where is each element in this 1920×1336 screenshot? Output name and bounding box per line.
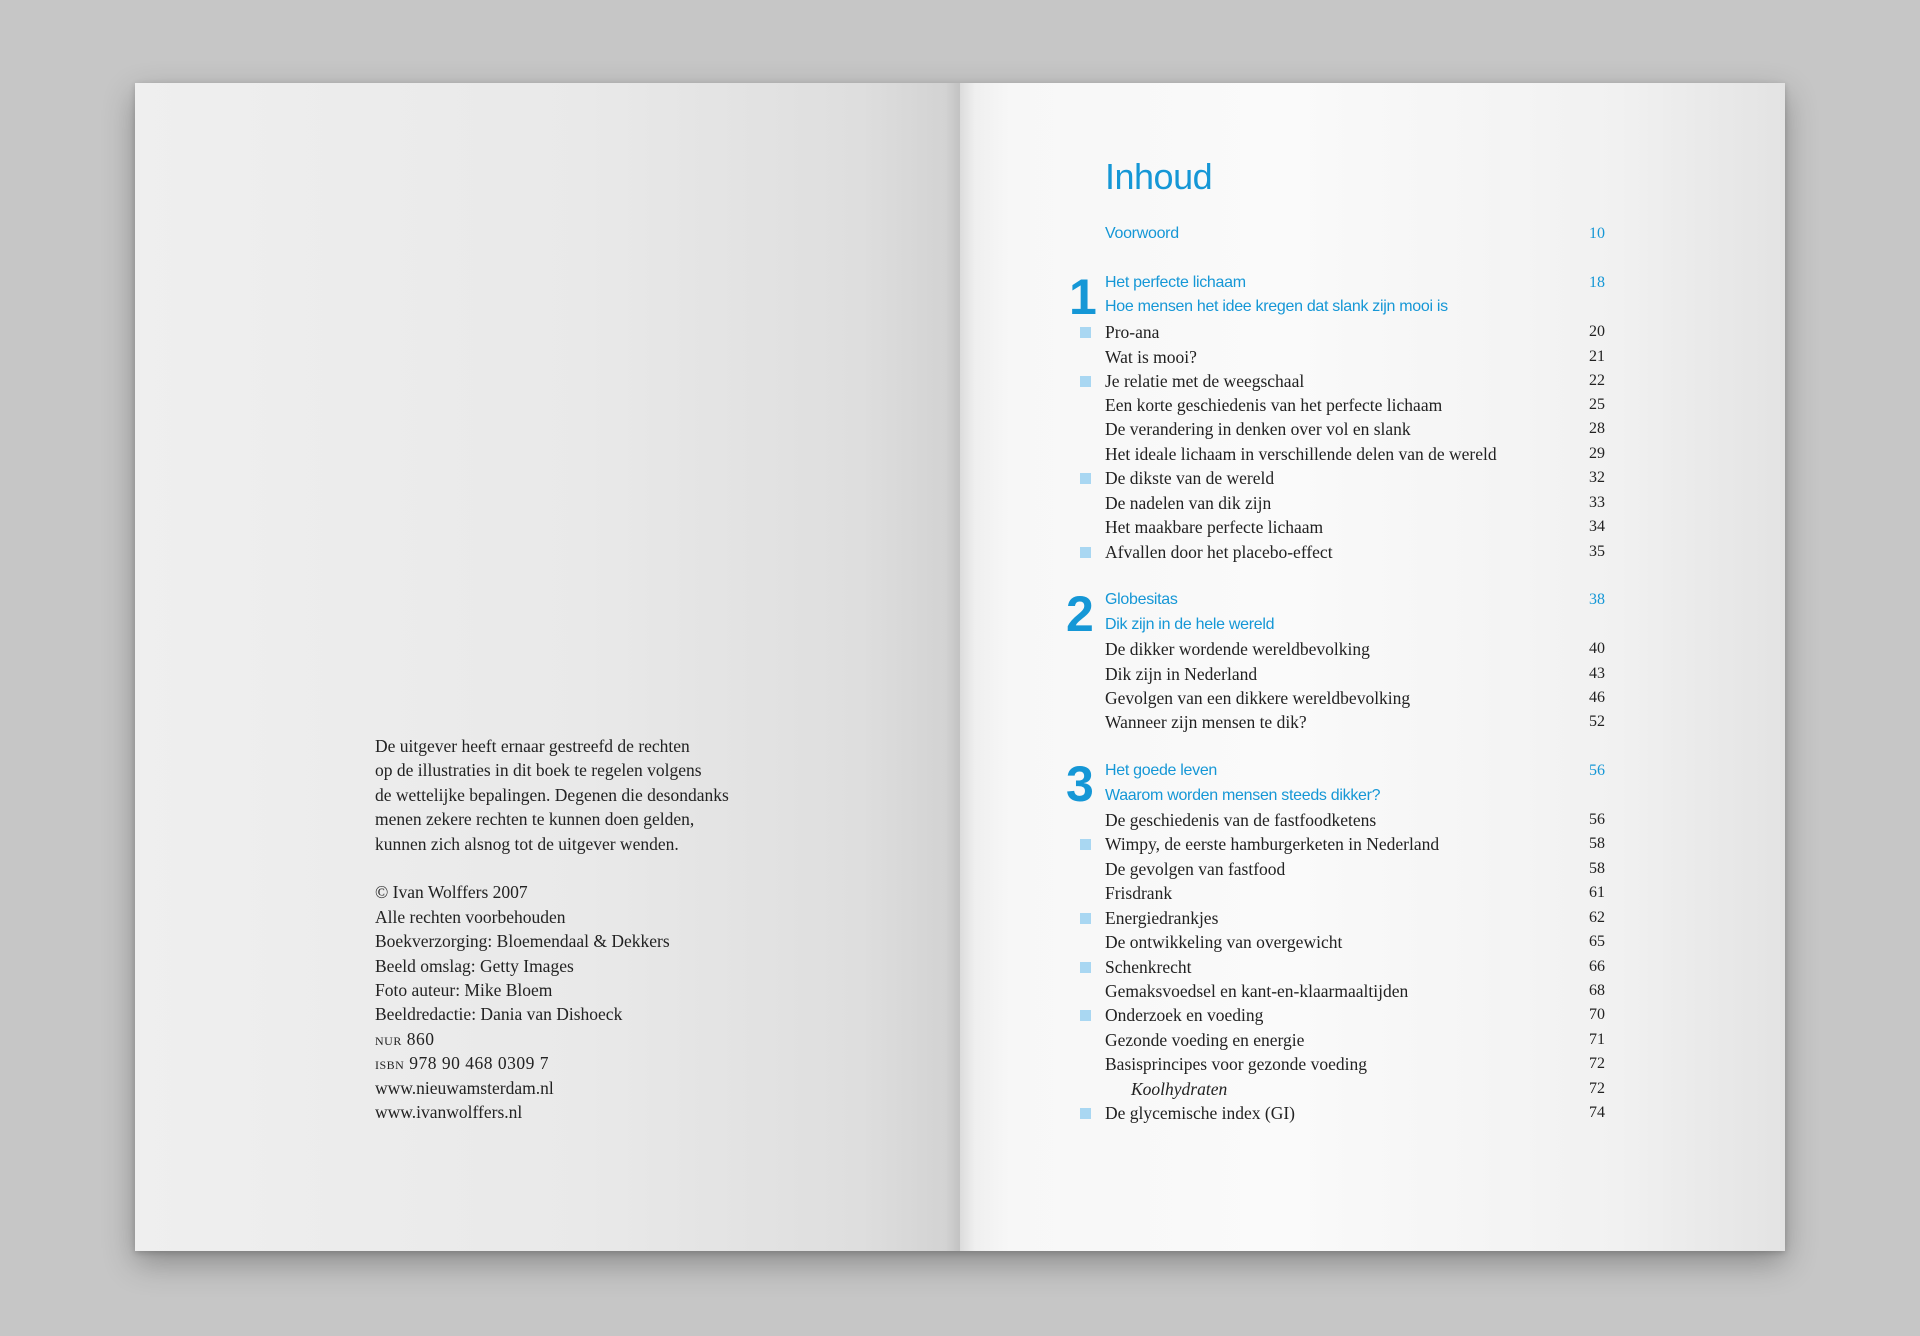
chapter-title-row — [1105, 588, 1605, 612]
marker-square — [1080, 473, 1091, 484]
toc-entry — [1105, 442, 1605, 466]
toc-entry — [1105, 808, 1605, 832]
chapter-title-row — [1105, 759, 1605, 783]
toc-entry-page: 72 — [1589, 1055, 1605, 1072]
toc-entry-title: Wanneer zijn mensen te dik? — [1105, 712, 1307, 732]
toc-entry-page: 52 — [1589, 713, 1605, 730]
toc-entry — [1105, 1028, 1605, 1052]
toc-entry — [1105, 1003, 1605, 1027]
toc-entry-title: De nadelen van dik zijn — [1105, 493, 1272, 513]
toc-entry — [1105, 979, 1605, 1003]
toc-entry — [1105, 540, 1605, 564]
chapter-page: 56 — [1589, 762, 1605, 779]
publisher-url: www.nieuwamsterdam.nl — [375, 1077, 554, 1098]
toc-entry-page: 35 — [1589, 543, 1605, 560]
marker-square — [1080, 839, 1091, 850]
toc-entry-title: De dikste van de wereld — [1105, 468, 1275, 488]
toc-entry — [1105, 955, 1605, 979]
toc-entry-page: 72 — [1589, 1080, 1605, 1097]
chapter-title: Het perfecte lichaam — [1105, 274, 1246, 291]
chapter-subtitle-row — [1105, 613, 1605, 637]
chapter-page: 18 — [1589, 274, 1605, 291]
toc-entry — [1105, 466, 1605, 490]
colophon-line: kunnen zich alsnog tot de uitgever wenden. — [375, 833, 679, 854]
toc-entry-title: Een korte geschiedenis van het perfecte lichaam — [1105, 395, 1443, 415]
toc-entry-page: 68 — [1589, 982, 1605, 999]
toc-entry — [1105, 710, 1605, 734]
toc-entry — [1105, 345, 1605, 369]
toc-entry-title: Onderzoek en voeding — [1105, 1005, 1264, 1025]
toc-entry-title: Wimpy, de eerste hamburgerketen in Nederland — [1105, 834, 1440, 854]
toc-entry-page: 56 — [1589, 811, 1605, 828]
chapter-page: 38 — [1589, 591, 1605, 608]
toc-entry-title: Gemaksvoedsel en kant-en-klaarmaaltijden — [1105, 981, 1409, 1001]
toc-entry-page: 25 — [1589, 396, 1605, 413]
toc-entry-title: Basisprincipes voor gezonde voeding — [1105, 1054, 1367, 1074]
toc-entry-title: Gezonde voeding en energie — [1105, 1030, 1305, 1050]
toc-entry-page: 46 — [1589, 689, 1605, 706]
toc-entry — [1105, 491, 1605, 515]
toc-entry-page: 33 — [1589, 494, 1605, 511]
copyright: © Ivan Wolffers 2007 — [375, 882, 528, 903]
chapter-subtitle-row — [1105, 295, 1605, 319]
toc-entry — [1105, 881, 1605, 905]
toc-entry-title: Voorwoord — [1105, 225, 1179, 242]
toc-entry-page: 43 — [1589, 665, 1605, 682]
toc-entry — [1105, 906, 1605, 930]
toc-entry — [1105, 832, 1605, 856]
toc-entry-title: Schenkrecht — [1105, 957, 1192, 977]
toc-entry-page: 21 — [1589, 348, 1605, 365]
colophon-line: de wettelijke bepalingen. Degenen die desondanks — [375, 784, 729, 805]
chapter-title: Het goede leven — [1105, 762, 1218, 779]
toc-entry-title: Dik zijn in Nederland — [1105, 664, 1258, 684]
toc-entry — [1105, 1052, 1605, 1076]
toc-entry-title: Het ideale lichaam in verschillende delen van de wereld — [1105, 444, 1497, 464]
toc-entry-title: Het maakbare perfecte lichaam — [1105, 517, 1324, 537]
toc-entry-page: 66 — [1589, 958, 1605, 975]
chapter-subtitle-row — [1105, 784, 1605, 808]
toc-entry-title: De gevolgen van fastfood — [1105, 859, 1286, 879]
chapter-number: 3 — [1066, 756, 1093, 812]
toc-voorwoord — [1105, 222, 1605, 246]
chapter-subtitle: Hoe mensen het idee kregen dat slank zijn mooi is — [1105, 298, 1448, 315]
toc-entry-title: Afvallen door het placebo-effect — [1105, 542, 1333, 562]
toc-entry-page: 58 — [1589, 835, 1605, 852]
toc-entry — [1105, 1101, 1605, 1125]
toc-entry-page: 70 — [1589, 1006, 1605, 1023]
toc-entry-page: 22 — [1589, 372, 1605, 389]
cover-image-credit: Beeld omslag: Getty Images — [375, 955, 574, 976]
toc-entry-page: 29 — [1589, 445, 1605, 462]
toc-entry-page: 62 — [1589, 909, 1605, 926]
marker-square — [1080, 1010, 1091, 1021]
toc-entry-title: Energiedrankjes — [1105, 908, 1219, 928]
toc-entry-title: De dikker wordende wereldbevolking — [1105, 639, 1370, 659]
marker-square — [1080, 1108, 1091, 1119]
toc-entry-title: Je relatie met de weegschaal — [1105, 371, 1305, 391]
colophon-line: op de illustraties in dit boek te regelen volgens — [375, 760, 702, 781]
nur-code: nur 860 — [375, 1028, 435, 1049]
toc-entry — [1105, 393, 1605, 417]
toc-entry — [1105, 662, 1605, 686]
author-url: www.ivanwolffers.nl — [375, 1102, 523, 1123]
colophon — [375, 734, 895, 1124]
toc-entry — [1105, 369, 1605, 393]
toc-entry — [1105, 857, 1605, 881]
toc-entry-page: 34 — [1589, 518, 1605, 535]
toc-entry — [1105, 320, 1605, 344]
chapter-number: 2 — [1066, 586, 1093, 642]
toc-entry-title: De glycemische index (GI) — [1105, 1103, 1295, 1123]
toc-entry-title: Frisdrank — [1105, 883, 1173, 903]
toc-entry-title: De verandering in denken over vol en slank — [1105, 419, 1411, 439]
toc-entry — [1105, 515, 1605, 539]
toc-title: Inhoud — [1105, 156, 1213, 197]
toc-entry — [1105, 930, 1605, 954]
book-design-credit: Boekverzorging: Bloemendaal & Dekkers — [375, 931, 670, 952]
toc-entry-page: 28 — [1589, 420, 1605, 437]
marker-square — [1080, 913, 1091, 924]
toc-entry-title: Gevolgen van een dikkere wereldbevolking — [1105, 688, 1411, 708]
toc-entry-page: 74 — [1589, 1104, 1605, 1121]
toc-entry-title: Wat is mooi? — [1105, 347, 1197, 367]
colophon-line: menen zekere rechten te kunnen doen gelden, — [375, 809, 695, 830]
author-photo-credit: Foto auteur: Mike Bloem — [375, 980, 553, 1001]
toc-subentry — [1105, 1077, 1605, 1101]
marker-square — [1080, 547, 1091, 558]
toc-entry — [1105, 637, 1605, 661]
toc-entry-page: 40 — [1589, 640, 1605, 657]
chapter-title: Globesitas — [1105, 591, 1178, 608]
marker-square — [1080, 962, 1091, 973]
toc-entry-title: De ontwikkeling van overgewicht — [1105, 932, 1343, 952]
toc-entry-title: De geschiedenis van de fastfoodketens — [1105, 810, 1377, 830]
toc-entry-page: 71 — [1589, 1031, 1605, 1048]
colophon-line: De uitgever heeft ernaar gestreefd de rechten — [375, 736, 690, 756]
marker-square — [1080, 327, 1091, 338]
chapter-title-row — [1105, 271, 1605, 295]
isbn: isbn 978 90 468 0309 7 — [375, 1053, 549, 1074]
image-editor-credit: Beeldredactie: Dania van Dishoeck — [375, 1004, 623, 1025]
toc-entry-title: Pro-ana — [1105, 322, 1160, 342]
toc-entry-page: 61 — [1589, 884, 1605, 901]
toc-entry-page: 32 — [1589, 469, 1605, 486]
toc-entry — [1105, 686, 1605, 710]
toc-entry-page: 58 — [1589, 860, 1605, 877]
chapter-subtitle: Waarom worden mensen steeds dikker? — [1105, 787, 1381, 804]
left-page — [135, 83, 960, 1251]
rights-reserved: Alle rechten voorbehouden — [375, 906, 566, 927]
chapter-number: 1 — [1069, 269, 1096, 325]
toc-entry-page: 20 — [1589, 323, 1605, 340]
toc-entry-page: 10 — [1589, 225, 1605, 242]
marker-square — [1080, 376, 1091, 387]
chapter-subtitle: Dik zijn in de hele wereld — [1105, 616, 1275, 633]
toc-entry-page: 65 — [1589, 933, 1605, 950]
toc-subentry-title: Koolhydraten — [1131, 1079, 1228, 1099]
toc-entry — [1105, 417, 1605, 441]
